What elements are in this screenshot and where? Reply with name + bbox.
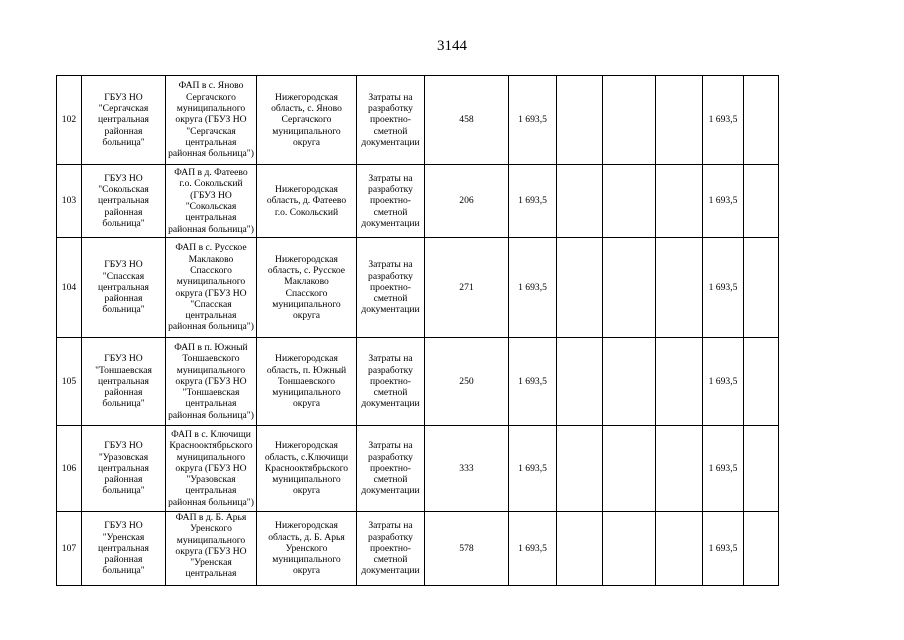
empty-cell <box>603 165 656 238</box>
empty-cell <box>557 338 603 426</box>
organization-cell: ГБУЗ НО "Сокольская центральная районная больница" <box>82 165 166 238</box>
quantity-cell: 333 <box>425 426 509 512</box>
empty-cell <box>744 76 779 165</box>
address-cell: Нижегородская область, с. Яново Сергачского муниципального округа <box>257 76 357 165</box>
empty-cell <box>744 238 779 338</box>
total-amount-cell: 1 693,5 <box>703 238 744 338</box>
empty-cell <box>744 426 779 512</box>
empty-cell <box>656 338 703 426</box>
empty-cell <box>557 426 603 512</box>
empty-cell <box>557 238 603 338</box>
empty-cell <box>744 165 779 238</box>
address-cell: Нижегородская область, д. Фатеево г.о. Сокольский <box>257 165 357 238</box>
page-number: 3144 <box>437 38 467 54</box>
quantity-cell: 458 <box>425 76 509 165</box>
empty-cell <box>603 338 656 426</box>
empty-cell <box>603 76 656 165</box>
amount-cell: 1 693,5 <box>509 426 557 512</box>
empty-cell <box>744 338 779 426</box>
quantity-cell: 578 <box>425 512 509 586</box>
empty-cell <box>557 76 603 165</box>
row-number: 104 <box>57 238 82 338</box>
table-row <box>57 426 779 512</box>
empty-cell <box>656 426 703 512</box>
fap-name-cell: ФАП в д. Б. Арья Уренского муниципального округа (ГБУЗ НО "Уренская центральная <box>166 512 257 586</box>
address-cell: Нижегородская область, д. Б. Арья Уренского муниципального округа <box>257 512 357 586</box>
total-amount-cell: 1 693,5 <box>703 426 744 512</box>
quantity-cell: 206 <box>425 165 509 238</box>
total-amount-cell: 1 693,5 <box>703 512 744 586</box>
amount-cell: 1 693,5 <box>509 238 557 338</box>
cost-type-cell: Затраты на разработку проектно- сметной документации <box>357 238 425 338</box>
empty-cell <box>656 76 703 165</box>
row-number: 107 <box>57 512 82 586</box>
organization-cell: ГБУЗ НО "Сергачская центральная районная больница" <box>82 76 166 165</box>
cost-type-cell: Затраты на разработку проектно- сметной документации <box>357 512 425 586</box>
address-cell: Нижегородская область, с.Ключищи Краснооктябрьского муниципального округа <box>257 426 357 512</box>
empty-cell <box>603 426 656 512</box>
fap-name-cell: ФАП в с. Русское Маклаково Спасского муниципального округа (ГБУЗ НО "Спасская центральная районная больница") <box>166 238 257 338</box>
quantity-cell: 250 <box>425 338 509 426</box>
cost-type-cell: Затраты на разработку проектно- сметной документации <box>357 338 425 426</box>
empty-cell <box>557 512 603 586</box>
empty-cell <box>744 512 779 586</box>
total-amount-cell: 1 693,5 <box>703 76 744 165</box>
fap-name-cell: ФАП в с. Яново Сергачского муниципального округа (ГБУЗ НО "Сергачская центральная районная больница") <box>166 76 257 165</box>
empty-cell <box>557 165 603 238</box>
cost-type-cell: Затраты на разработку проектно- сметной документации <box>357 426 425 512</box>
organization-cell: ГБУЗ НО "Тоншаевская центральная районная больница" <box>82 338 166 426</box>
fap-name-cell: ФАП в д. Фатеево г.о. Сокольский (ГБУЗ НО "Сокольская центральная районная больница") <box>166 165 257 238</box>
organization-cell: ГБУЗ НО "Спасская центральная районная больница" <box>82 238 166 338</box>
row-number: 106 <box>57 426 82 512</box>
total-amount-cell: 1 693,5 <box>703 165 744 238</box>
organization-cell: ГБУЗ НО "Уренская центральная районная больница" <box>82 512 166 586</box>
organization-cell: ГБУЗ НО "Уразовская центральная районная больница" <box>82 426 166 512</box>
empty-cell <box>603 238 656 338</box>
quantity-cell: 271 <box>425 238 509 338</box>
amount-cell: 1 693,5 <box>509 76 557 165</box>
cost-type-cell: Затраты на разработку проектно- сметной документации <box>357 76 425 165</box>
address-cell: Нижегородская область, с. Русское Маклаково Спасского муниципального округа <box>257 238 357 338</box>
cost-type-cell: Затраты на разработку проектно- сметной документации <box>357 165 425 238</box>
address-cell: Нижегородская область, п. Южный Тоншаевского муниципального округа <box>257 338 357 426</box>
amount-cell: 1 693,5 <box>509 338 557 426</box>
total-amount-cell: 1 693,5 <box>703 338 744 426</box>
table-row <box>57 76 779 165</box>
row-number: 102 <box>57 76 82 165</box>
amount-cell: 1 693,5 <box>509 165 557 238</box>
fap-name-cell: ФАП в с. Ключищи Краснооктябрьского муниципального округа (ГБУЗ НО "Уразовская центральная районная больница") <box>166 426 257 512</box>
empty-cell <box>656 238 703 338</box>
table-row <box>57 512 779 586</box>
row-number: 103 <box>57 165 82 238</box>
table-row <box>57 238 779 338</box>
amount-cell: 1 693,5 <box>509 512 557 586</box>
empty-cell <box>656 165 703 238</box>
table-row <box>57 338 779 426</box>
empty-cell <box>603 512 656 586</box>
empty-cell <box>656 512 703 586</box>
fap-registry-table <box>56 75 779 586</box>
row-number: 105 <box>57 338 82 426</box>
fap-name-cell: ФАП в п. Южный Тоншаевского муниципального округа (ГБУЗ НО "Тоншаевская центральная районная больница") <box>166 338 257 426</box>
table-row <box>57 165 779 238</box>
